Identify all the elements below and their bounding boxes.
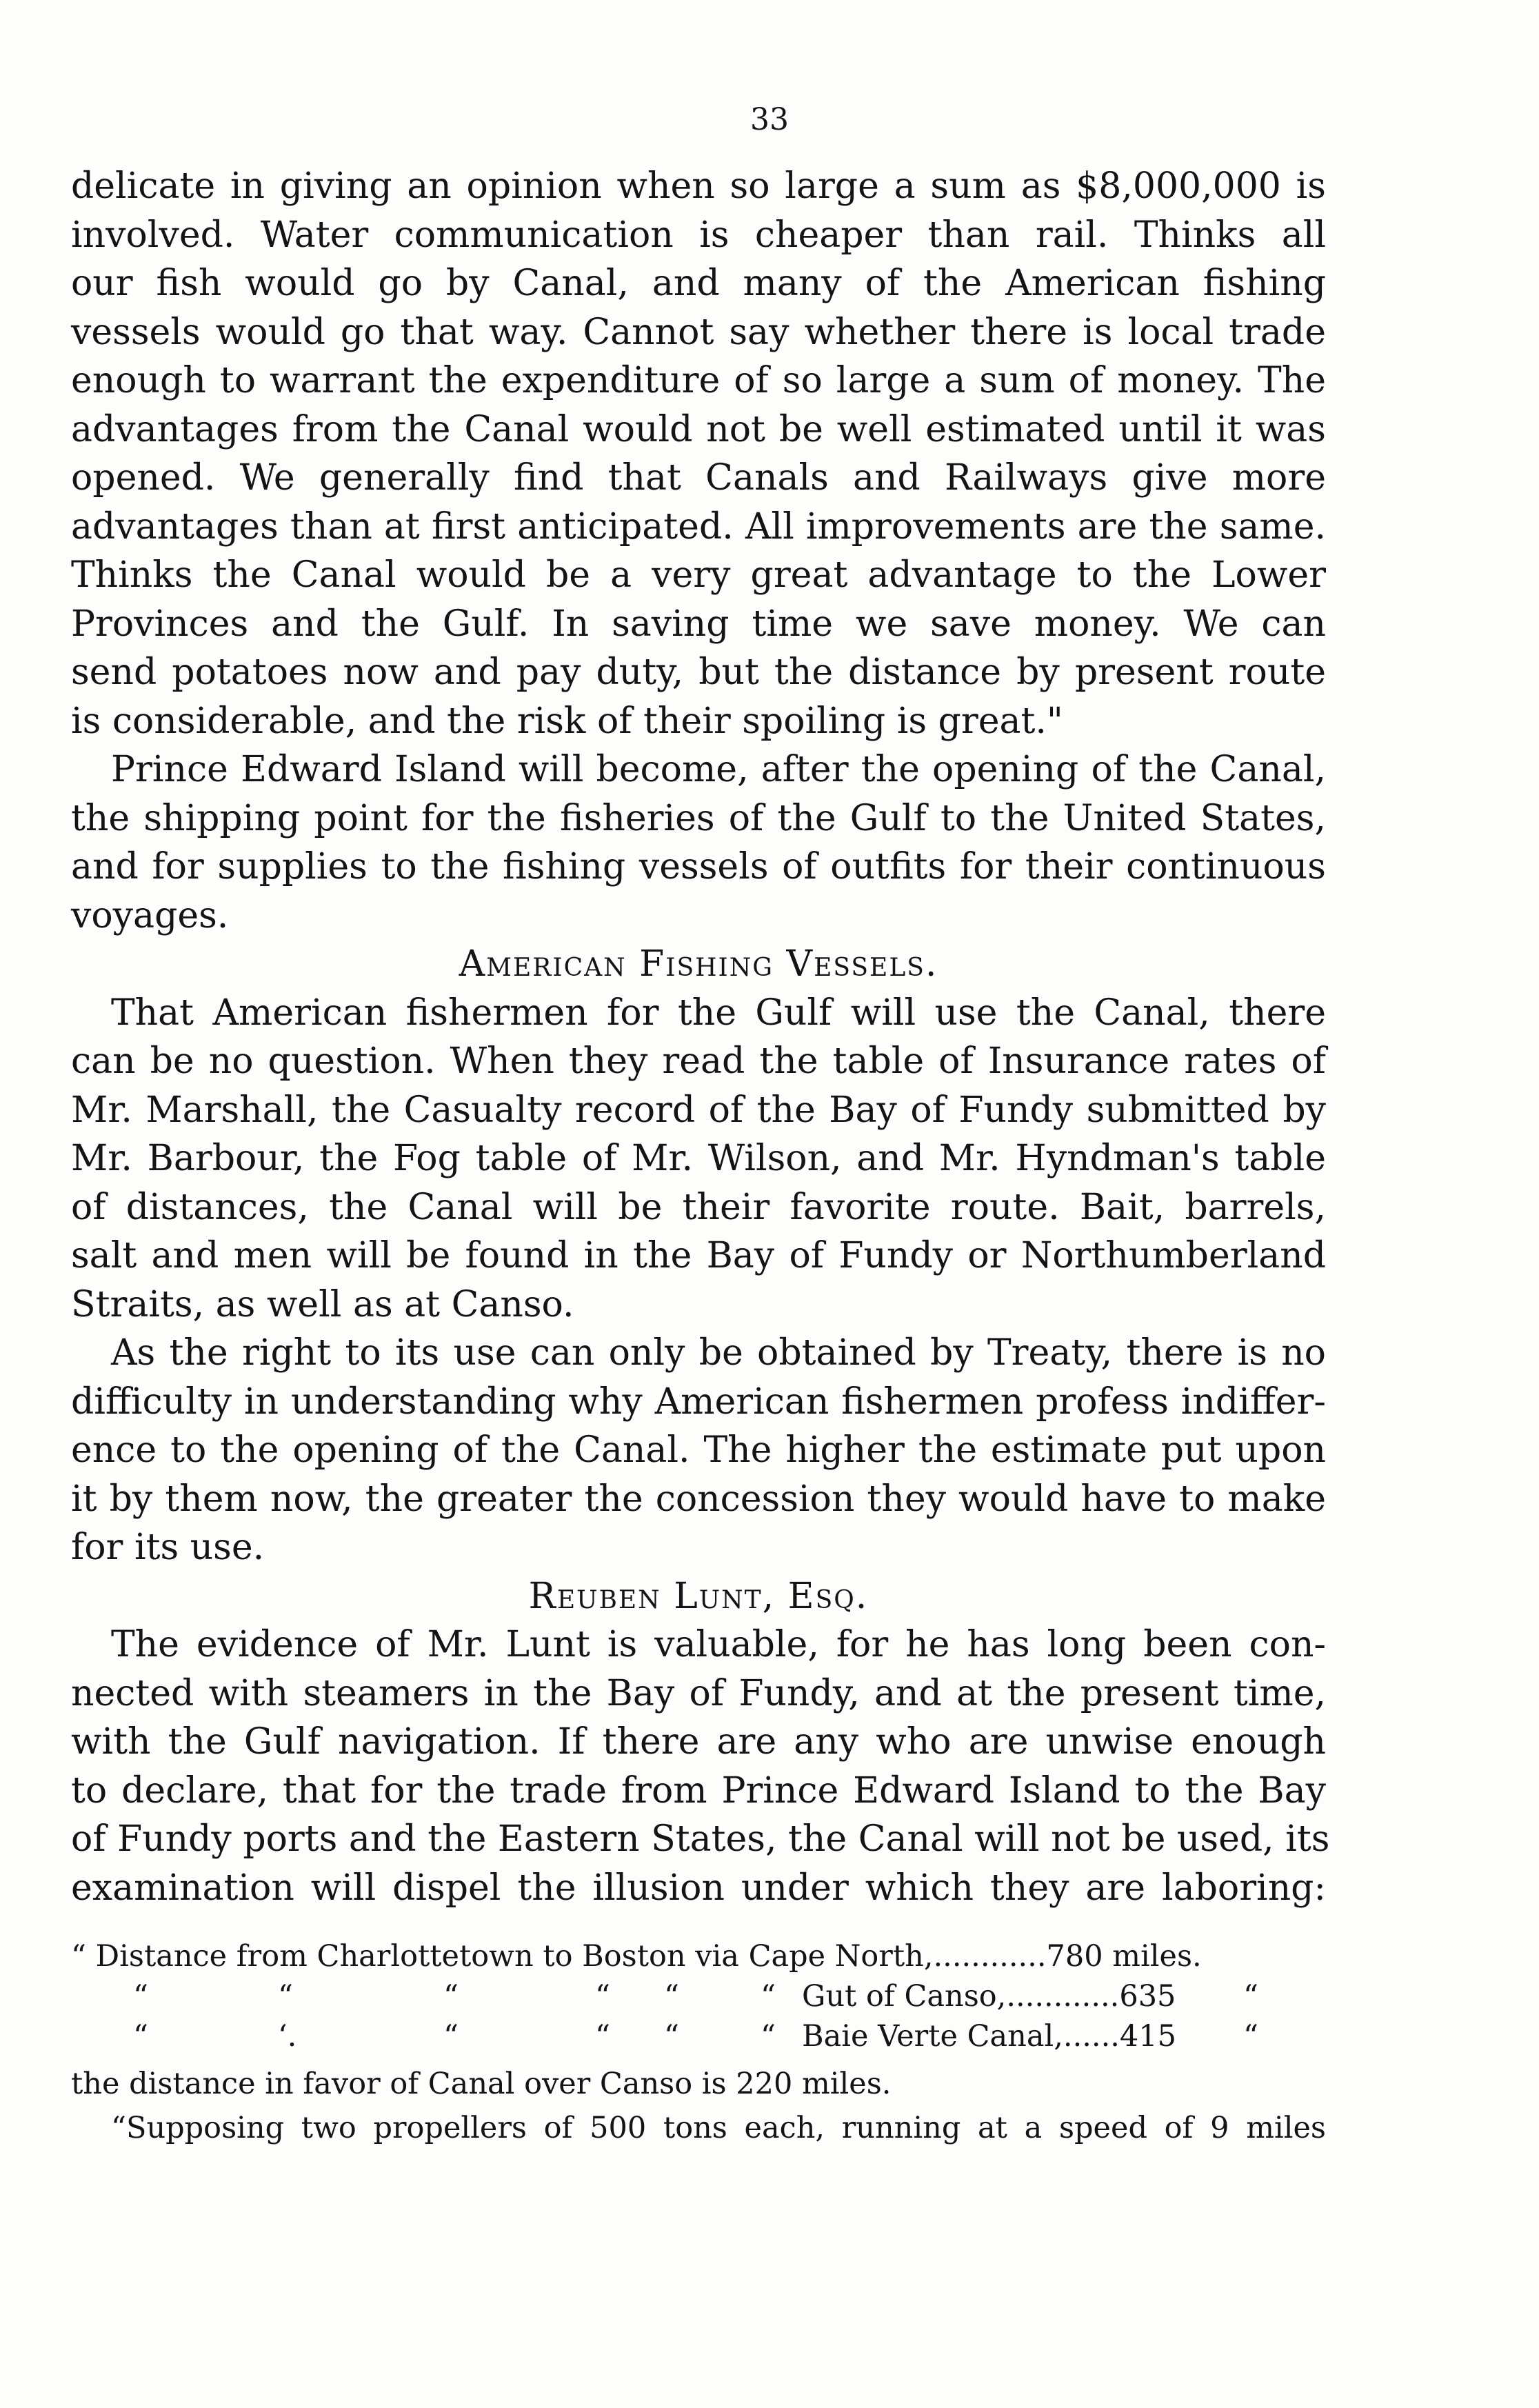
text-line: and for supplies to the fishing vessels of outfits for their continuous xyxy=(71,846,1326,887)
text-line: vessels would go that way. Cannot say whether there is local trade xyxy=(71,311,1326,353)
text-line: for its use. xyxy=(71,1527,265,1568)
distance-table xyxy=(71,1936,1326,2056)
text-line: difficulty in understanding why American fishermen profess indiffer- xyxy=(71,1381,1326,1423)
ditto-mark: “ xyxy=(133,1979,148,2014)
text-line: Straits, as well as at Canso. xyxy=(71,1283,574,1325)
paragraph-testimony-continuation xyxy=(71,162,1330,1912)
unit-ditto: “ xyxy=(1243,2019,1258,2054)
text-line: our fish would go by Canal, and many of the American fishing xyxy=(71,263,1326,304)
text-line: Thinks the Canal would be a very great advantage to the Lower xyxy=(71,554,1326,596)
section-heading-american-fishing-vessels: American Fishing Vessels. xyxy=(459,943,938,985)
text-line: That American fishermen for the Gulf will use the Canal, there xyxy=(111,992,1326,1034)
text-line: send potatoes now and pay duty, but the distance by present route xyxy=(71,652,1326,693)
ditto-mark: “ xyxy=(443,2019,459,2054)
unit-ditto: “ xyxy=(1243,1979,1258,2014)
text-line: involved. Water communication is cheaper than rail. Thinks all xyxy=(71,214,1326,256)
ditto-mark: ‘. xyxy=(278,2019,297,2054)
text-line: the shipping point for the fisheries of the Gulf to the United States, xyxy=(71,797,1326,839)
text-line: voyages. xyxy=(71,894,229,936)
text-line: can be no question. When they read the table of Insurance rates of xyxy=(71,1041,1326,1082)
text-line: delicate in giving an opinion when so large a sum as $8,000,000 is xyxy=(71,165,1326,207)
distance-row-baie-verte xyxy=(71,2016,1326,2056)
text-line: Prince Edward Island will become, after the opening of the Canal, xyxy=(111,749,1326,790)
distance-row-text: “ Distance from Charlottetown to Boston via Cape North,............780 miles. xyxy=(71,1939,1202,1974)
ditto-mark: “ xyxy=(761,2019,776,2054)
ditto-mark: “ xyxy=(278,1979,293,2014)
ditto-mark: “ xyxy=(595,2019,610,2054)
ditto-mark: “ xyxy=(133,2019,148,2054)
ditto-mark: “ xyxy=(664,2019,679,2054)
text-line: enough to warrant the expenditure of so large a sum of money. The xyxy=(71,360,1326,401)
section-heading-reuben-lunt: Reuben Lunt, Esq. xyxy=(528,1575,869,1617)
text-line: with the Gulf navigation. If there are any who are unwise enough xyxy=(71,1721,1326,1763)
text-line: ence to the opening of the Canal. The higher the estimate put upon xyxy=(71,1429,1326,1471)
text-line: nected with steamers in the Bay of Fundy, and at the present time, xyxy=(71,1672,1326,1714)
text-line: advantages than at first anticipated. All improvements are the same. xyxy=(71,505,1326,548)
text-line: salt and men will be found in the Bay of Fundy or Northumberland xyxy=(71,1235,1326,1276)
text-line: is considerable, and the risk of their spoiling is great." xyxy=(71,700,1063,742)
text-line: of Fundy ports and the Eastern States, the Canal will not be used, its xyxy=(71,1818,1330,1860)
text-line: Mr. Barbour, the Fog table of Mr. Wilson, and Mr. Hyndman's table xyxy=(71,1138,1326,1179)
ditto-mark: “ xyxy=(761,1979,776,2014)
text-line: to declare, that for the trade from Prince Edward Island to the Bay xyxy=(71,1769,1326,1812)
route-name: Gut of Canso,............635 xyxy=(802,1979,1176,2014)
ditto-mark: “ xyxy=(443,1979,459,2014)
text-line: it by them now, the greater the concession they would have to make xyxy=(71,1478,1326,1520)
closing-lines xyxy=(71,2062,1326,2150)
text-line: Mr. Marshall, the Casualty record of the Bay of Fundy submitted by xyxy=(71,1089,1326,1131)
text-line: opened. We generally find that Canals and Railways give more xyxy=(71,457,1326,499)
text-line: The evidence of Mr. Lunt is valuable, for he has long been con- xyxy=(111,1624,1326,1665)
route-name: Baie Verte Canal,......415 xyxy=(802,2019,1176,2054)
text-line: As the right to its use can only be obtained by Treaty, there is no xyxy=(111,1332,1326,1374)
text-line: Provinces and the Gulf. In saving time we save money. We can xyxy=(71,603,1326,645)
page-number: 33 xyxy=(750,102,789,137)
distance-row-gut-of-canso xyxy=(71,1976,1326,2016)
ditto-mark: “ xyxy=(595,1979,610,2014)
text-line: “Supposing two propellers of 500 tons each, running at a speed of 9 miles xyxy=(111,2111,1326,2145)
text-line: advantages from the Canal would not be well estimated until it was xyxy=(71,408,1326,450)
ditto-mark: “ xyxy=(664,1979,679,2014)
distance-row-cape-north xyxy=(71,1936,1326,1976)
text-line: of distances, the Canal will be their favorite route. Bait, barrels, xyxy=(71,1186,1326,1228)
text-line: examination will dispel the illusion under which they are laboring: xyxy=(71,1867,1326,1909)
text-line: the distance in favor of Canal over Canso is 220 miles. xyxy=(71,2067,892,2101)
